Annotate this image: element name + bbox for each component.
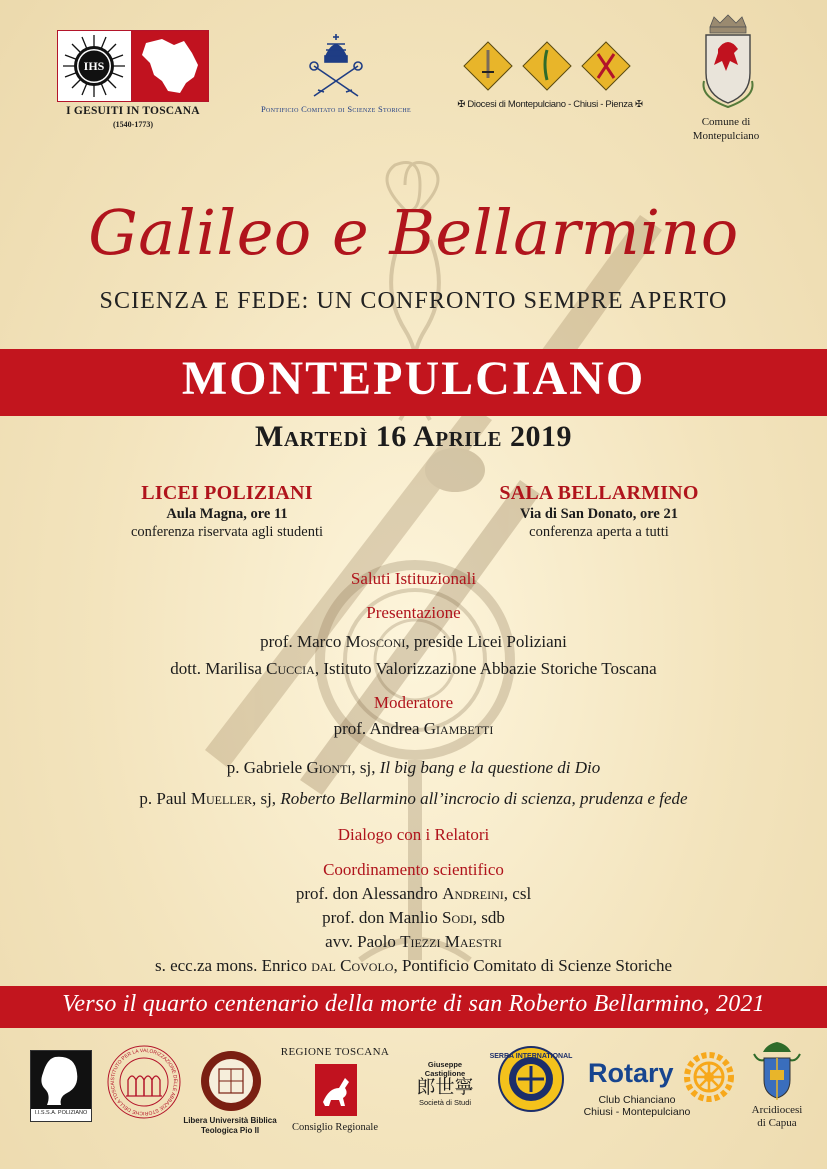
regione-toscana-label: REGIONE TOSCANA (280, 1046, 390, 1058)
coordinator-line: s. ecc.za mons. Enrico dal Covolo, Pontificio Comitato di Scienze Storiche (154, 956, 673, 975)
venue-place: Via di San Donato, ore 21 (520, 506, 678, 522)
coordinamento-heading: Coordinamento scientifico (323, 860, 504, 879)
rotary-club-line2: Chiusi - Montepulciano (583, 1106, 691, 1118)
montepulciano-coat-of-arms-icon (700, 15, 756, 111)
pegasus-icon (315, 1064, 357, 1116)
presenter-surname: Cuccia (266, 659, 315, 678)
rotary-club-line1: Club Chianciano (598, 1094, 676, 1106)
moderator-line: prof. Andrea Giambetti (333, 719, 494, 738)
coordinator-surname: dal Covolo (311, 956, 394, 975)
issa-poliziano-logo (30, 1050, 92, 1122)
diocese-emblems (462, 40, 632, 92)
talk-line: p. Paul Mueller, sj, Roberto Bellarmino all’incrocio di scienza, prudenza e fede (139, 789, 688, 808)
speaker-surname: Mueller (190, 789, 252, 808)
talk-line: p. Gabriele Gionti, sj, Il big bang e la questione di Dio (226, 758, 601, 777)
moderatore-heading: Moderatore (373, 693, 454, 712)
venue-sala-bellarmino (459, 482, 739, 541)
venue-note: conferenza riservata agli studenti (130, 524, 324, 540)
coordinator-surname: Sodi (442, 908, 473, 927)
libera-label-line1: Libera Università Biblica (183, 1116, 277, 1125)
comune-name-line2: Montepulciano (692, 130, 760, 142)
speaker-surname: Gionti (306, 758, 352, 777)
castiglione-name: Giuseppe Castiglione (424, 1060, 466, 1078)
venue-licei (87, 482, 367, 541)
jesuits-title: I GESUITI IN TOSCANA (66, 105, 200, 117)
presenter-line: dott. Marilisa Cuccia, Istituto Valorizzazione Abbazie Storiche Toscana (170, 659, 657, 678)
abbey-arches-icon (126, 1076, 162, 1096)
libera-label-line2: Teologica Pio II (200, 1126, 260, 1135)
venue-place: Aula Magna, ore 11 (166, 506, 288, 522)
saluti-heading: Saluti Istituzionali (350, 569, 477, 588)
venue-name: SALA BELLARMINO (499, 482, 699, 504)
talk-title: Roberto Bellarmino all’incrocio di scienza, prudenza e fede (280, 789, 688, 808)
presentazione-heading: Presentazione (366, 603, 461, 622)
comune-name (670, 115, 782, 143)
venue-name: LICEI POLIZIANI (141, 482, 313, 504)
issa-label: I.I.S.S.A. POLIZIANO (34, 1110, 88, 1116)
jesuits-logo (57, 30, 209, 102)
castiglione-chinese-name: 郎世寧 (416, 1076, 474, 1098)
poliziano-profile-icon (31, 1051, 91, 1109)
dialogo-heading: Dialogo con i Relatori (337, 825, 490, 844)
comune-name-line1: Comune di (701, 116, 751, 128)
diocese-name: ✠ Diocesi di Montepulciano - Chiusi - Pienza ✠ (457, 99, 643, 110)
rotary-club-label (572, 1094, 702, 1118)
rotary-wordmark: Rotary (588, 1058, 674, 1088)
libera-universita-label (180, 1116, 280, 1136)
event-subtitle: SCIENZA E FEDE: UN CONFRONTO SEMPRE APERTO (99, 288, 728, 314)
talk-title: Il big bang e la questione di Dio (379, 758, 601, 777)
serra-text: SERRA INTERNATIONAL (489, 1053, 573, 1060)
moderator-surname: Giambetti (423, 719, 494, 738)
event-title: Galileo e Bellarmino (88, 196, 739, 269)
city-name: MONTEPULCIANO (181, 352, 646, 405)
venue-note: conferenza aperta a tutti (529, 524, 669, 540)
castiglione-society: Società di Studi (418, 1098, 472, 1107)
capua-label-line1: Arcidiocesi (751, 1104, 803, 1116)
capua-label-line2: di Capua (757, 1117, 797, 1129)
ihs-emblem-icon (58, 31, 132, 101)
libera-universita-seal-icon (200, 1050, 262, 1112)
consiglio-regionale-label: Consiglio Regionale (291, 1122, 379, 1133)
capua-label (738, 1104, 816, 1130)
coordinator-surname: Andreini (442, 884, 504, 903)
coordinator-line: avv. Paolo Tiezzi Maestri (325, 932, 502, 951)
serra-international-logo (489, 1046, 573, 1112)
tuscany-map-icon (132, 31, 208, 101)
event-date: Martedì 16 Aprile 2019 (255, 420, 572, 453)
coordinator-surname: Tiezzi Maestri (400, 932, 502, 951)
coordinator-line: prof. don Manlio Sodi, sdb (322, 908, 505, 927)
anniversary-text: Verso il quarto centenario della morte di san Roberto Bellarmino, 2021 (62, 991, 765, 1017)
papal-keys-icon (296, 30, 376, 100)
ihs-monogram: IHS (83, 59, 105, 73)
capua-coat-of-arms-icon (748, 1040, 806, 1104)
presenter-line: prof. Marco Mosconi, preside Licei Poliziani (260, 632, 567, 651)
abbazie-ring-text: ISTITUTO PER LA VALORIZZAZIONE DELLE ABBAZIE STORICHE DELLA TOSCA (109, 1047, 179, 1117)
abbazie-institute-logo (106, 1044, 182, 1120)
pontificio-name: Pontificio Comitato di Scienze Storiche (260, 104, 411, 114)
presenter-surname: Mosconi (345, 632, 406, 651)
jesuits-dates: (1540-1773) (113, 120, 153, 129)
coordinator-line: prof. don Alessandro Andreini, csl (295, 884, 532, 903)
